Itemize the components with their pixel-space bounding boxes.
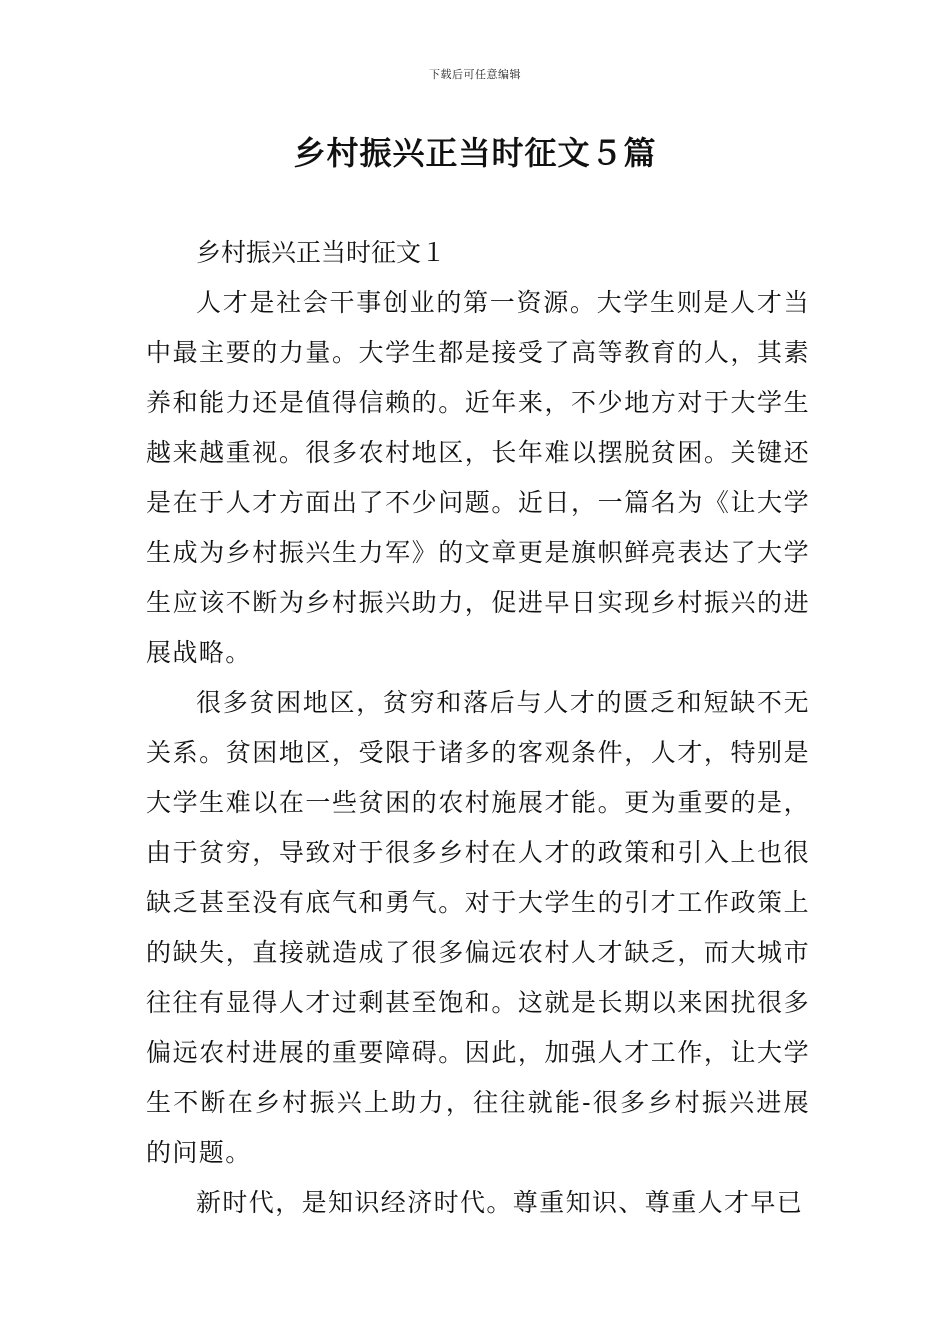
document-title: 乡村振兴正当时征文５篇 xyxy=(293,134,657,172)
paragraph-1: 人才是社会干事创业的第一资源。大学生则是人才当中最主要的力量。大学生都是接受了高等教育的人，其素养和能力还是值得信赖的。近年来，不少地方对于大学生越来越重视。很多农村地区，长年难以摆脱贫困。关键还是在于人才方面出了不少问题。近日，一篇名为《让大学生成为乡村振兴生力军》的文章更是旗帜鲜亮表达了大学生应该不断为乡村振兴助力，促进早日实现乡村振兴的进展战略。 xyxy=(146,288,810,667)
paragraph-3: 新时代，是知识经济时代。尊重知识、尊重人才早已 xyxy=(196,1188,804,1217)
document-body xyxy=(146,228,810,1228)
section-heading: 乡村振兴正当时征文１ xyxy=(196,238,447,267)
paragraph-2: 很多贫困地区，贫穷和落后与人才的匮乏和短缺不无关系。贫困地区，受限于诸多的客观条件，人才，特别是大学生难以在一些贫困的农村施展才能。更为重要的是，由于贫穷，导致对于很多乡村在人才的政策和引入上也很缺乏甚至没有底气和勇气。对于大学生的引才工作政策上的缺失，直接就造成了很多偏远农村人才缺乏，而大城市往往有显得人才过剩甚至饱和。这就是长期以来困扰很多偏远农村进展的重要障碍。因此，加强人才工作，让大学生不断在乡村振兴上助力，往往就能-很多乡村振兴进展的问题。 xyxy=(146,688,810,1167)
header-note: 下载后可任意编辑 xyxy=(429,68,521,81)
